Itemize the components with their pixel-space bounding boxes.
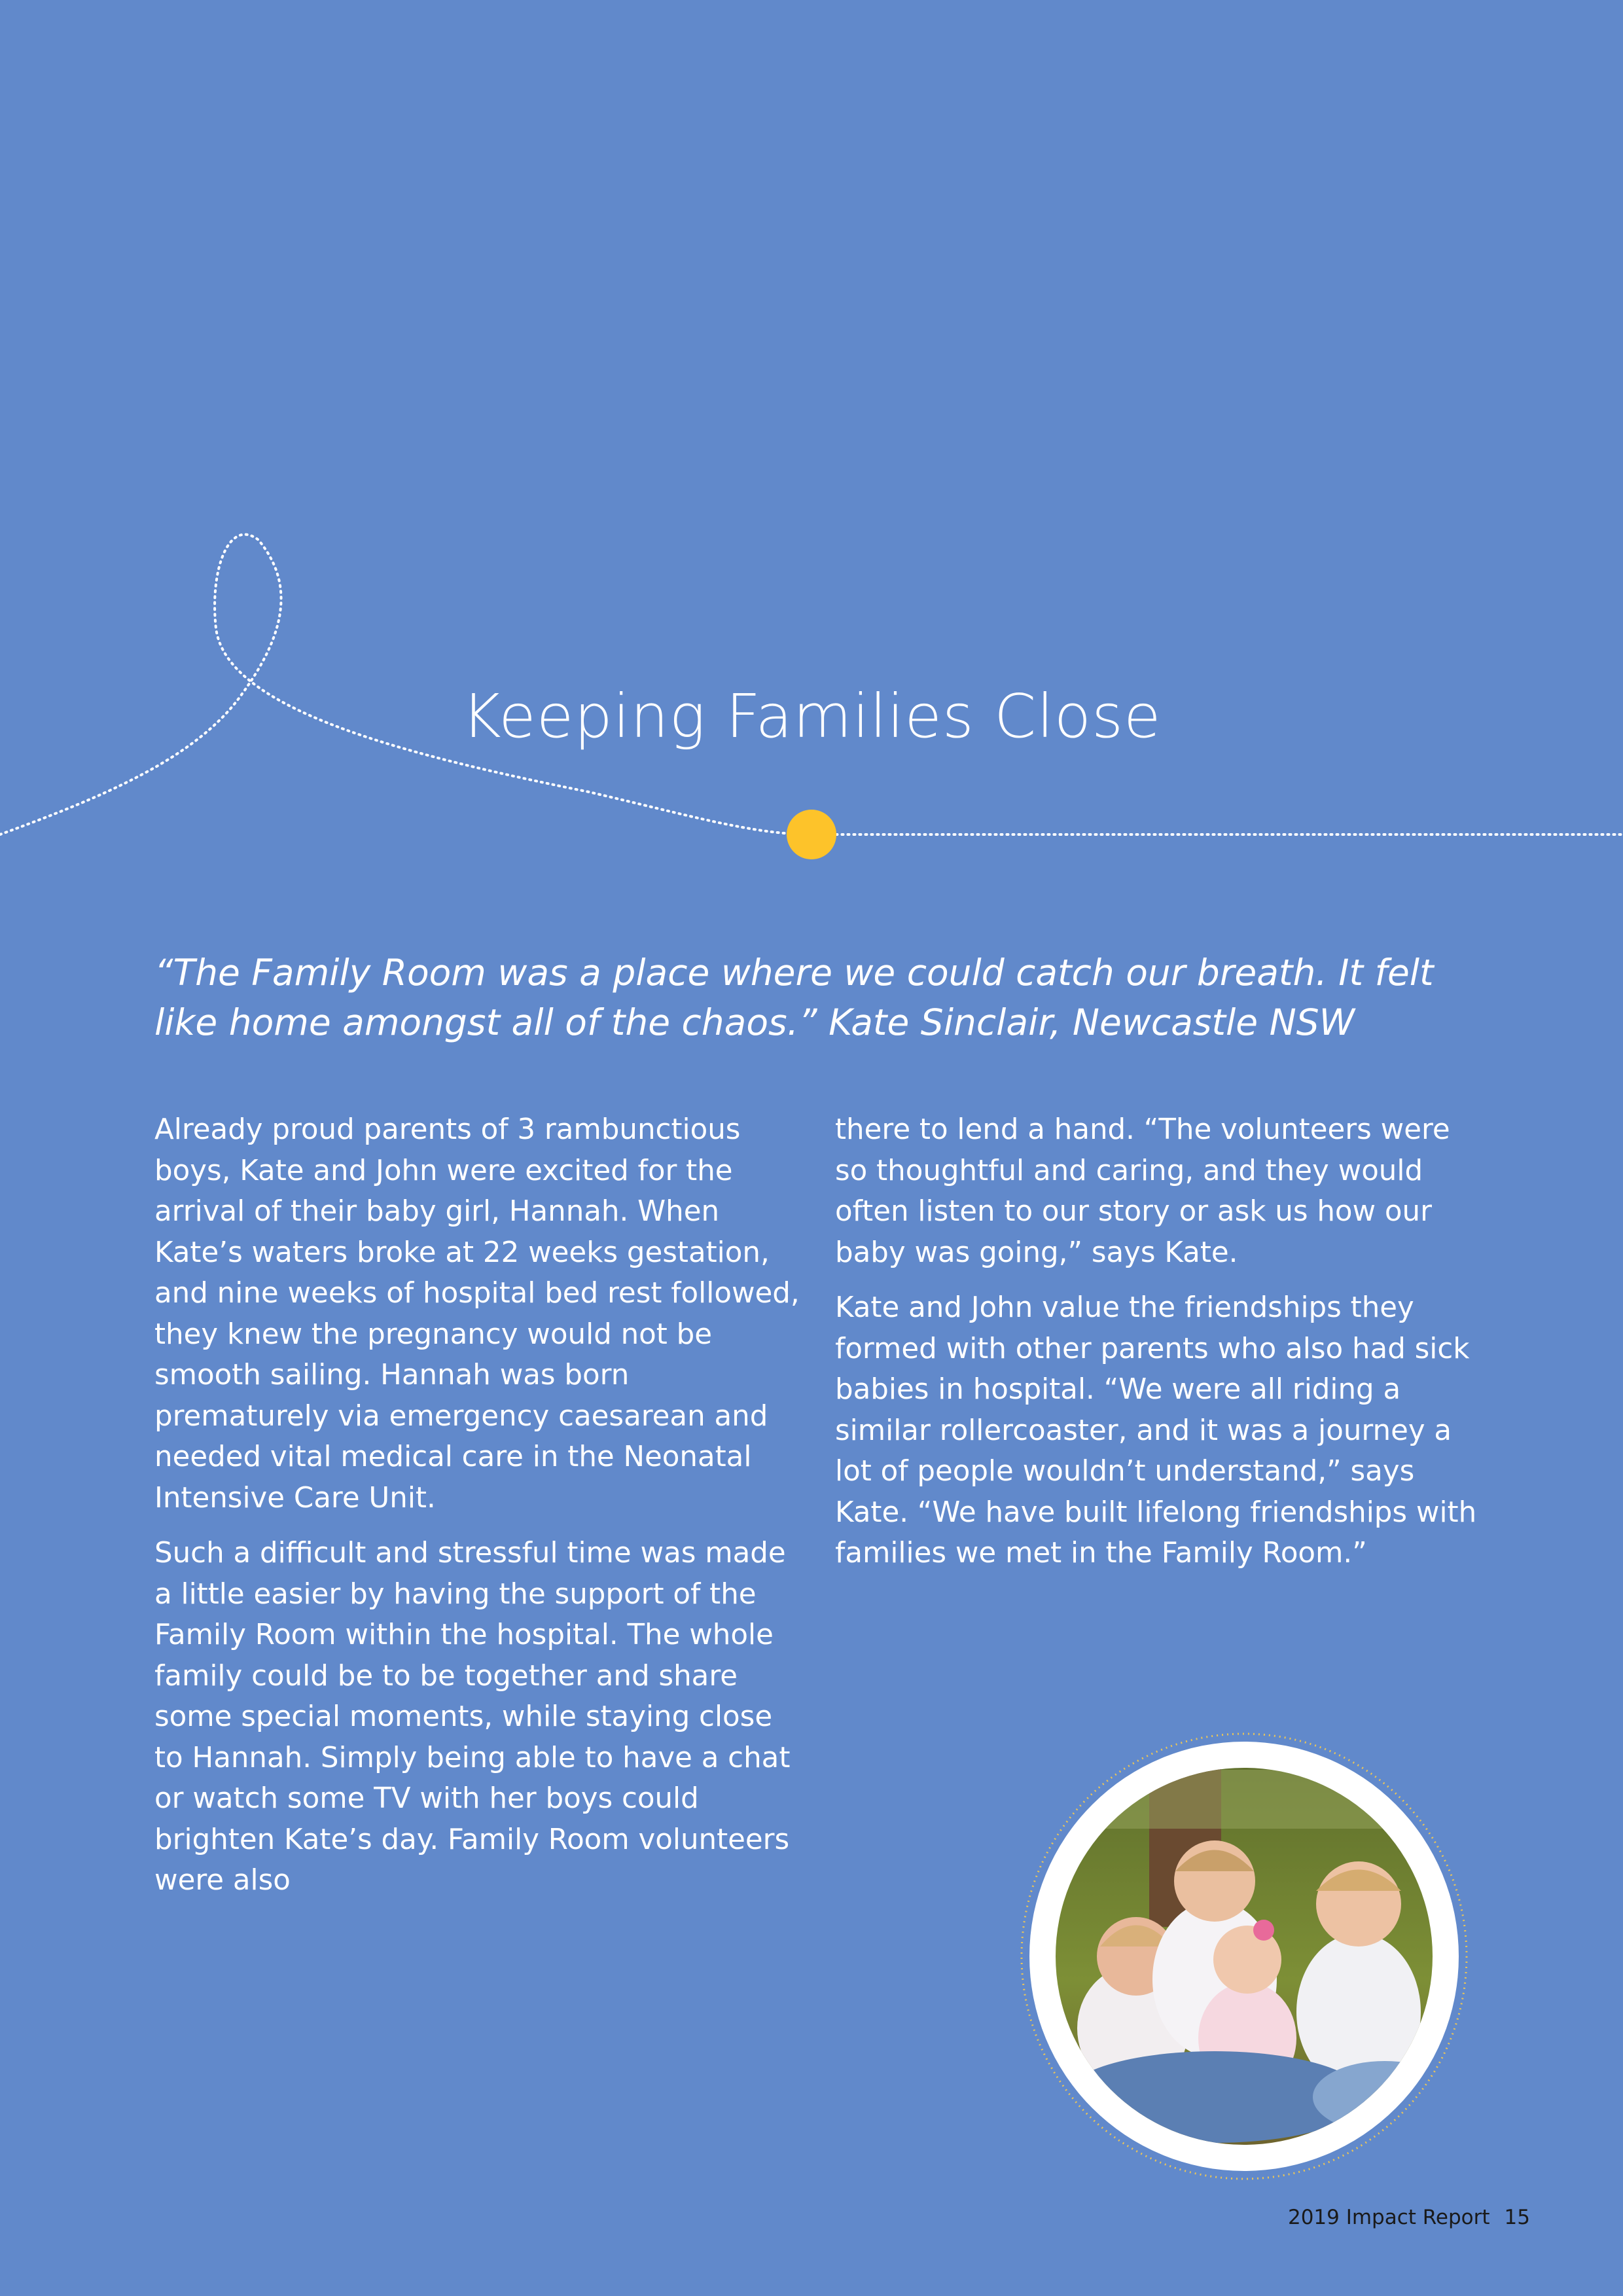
page-title: Keeping Families Close [461, 681, 1162, 751]
body-column-left [154, 1109, 809, 1916]
dotted-ribbon-decoration [0, 0, 1623, 916]
body-paragraph: there to lend a hand. “The volunteers were so thoughtful and caring, and they would often listen to our story or ask us how our baby was going,” says Kate. [835, 1113, 1450, 1269]
page-number: 15 [1504, 2206, 1530, 2229]
pull-quote: “The Family Room was a place where we could catch our breath. It felt like home amongst all of the chaos.” Kate Sinclair, Newcastle NSW [154, 952, 1434, 1043]
body-column-right [835, 1109, 1489, 1588]
page-footer [1288, 2206, 1530, 2229]
yellow-dot-icon [787, 810, 836, 859]
body-paragraph: Kate and John value the friendships they formed with other parents who also had sick babies in hospital. “We were all riding a similar rollercoaster, and it was a journey a lot of people wouldn’t understand,” says Kate. “We have built lifelong friendships with families we met in the Family Room.” [835, 1291, 1477, 1570]
report-label: 2019 Impact Report [1287, 2206, 1490, 2229]
body-paragraph: Such a difficult and stressful time was made a little easier by having the support of the Family Room within the hospital. The whole family could be to be together and share some special moments, while staying close to Hannah. Simply being able to have a chat or watch some TV with her boys could brighten Kate’s day. Family Room volunteers were also [154, 1537, 791, 1897]
body-paragraph: Already proud parents of 3 rambunctious boys, Kate and John were excited for the arrival of their baby girl, Hannah. When Kate’s waters broke at 22 weeks gestation, and nine weeks of hospital bed rest followed, they knew the pregnancy would not be smooth sailing. Hannah was born prematurely via emergency caesarean and needed vital medical care in the Neonatal Intensive Care Unit. [154, 1113, 800, 1515]
family-photo [1018, 1731, 1470, 2182]
